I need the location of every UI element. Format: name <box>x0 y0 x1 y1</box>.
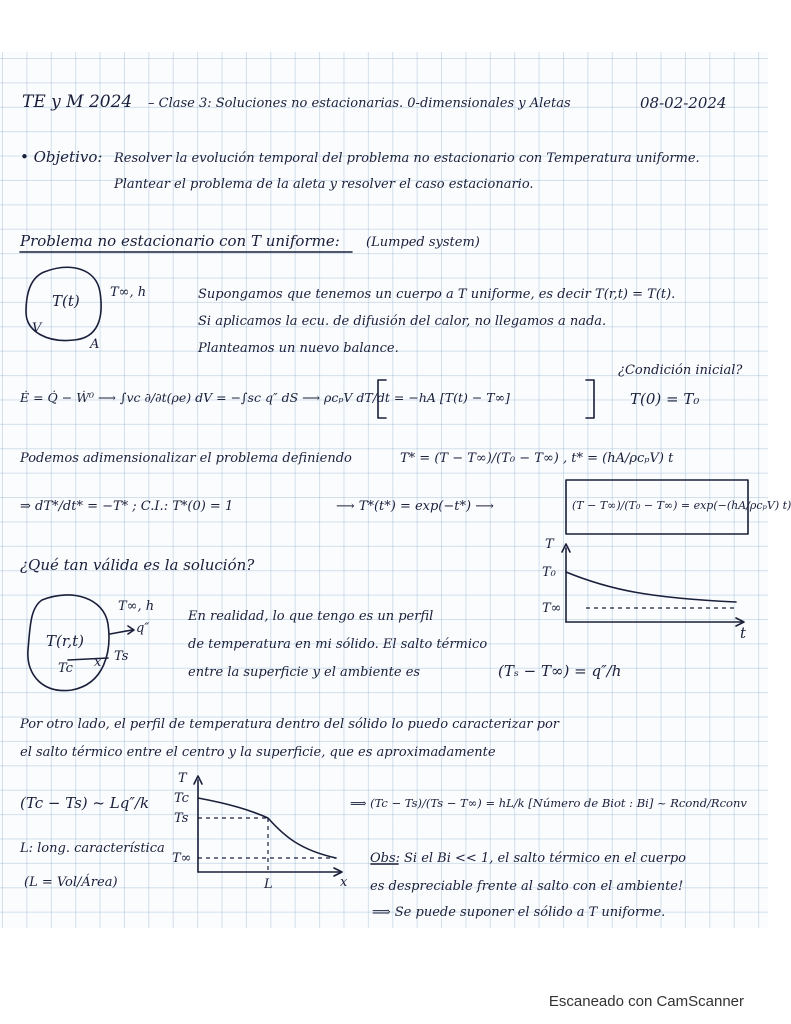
body2-tc-label: Tc <box>58 661 73 676</box>
profile-curve <box>198 798 336 858</box>
obs-line-2: es despreciable frente al salto con el ambiente! <box>370 879 684 894</box>
validity-line-1: En realidad, lo que tengo es un perfil <box>188 609 434 624</box>
profile-l-label: L <box>264 877 273 892</box>
nondim-definitions: T* = (T − T∞)/(T₀ − T∞) , t* = (hA/ρcₚV) t <box>400 451 674 466</box>
radius-line <box>68 658 108 660</box>
length-definition: L: long. característica <box>20 841 165 856</box>
decay-curve <box>566 572 736 602</box>
nondim-solution: ⟶ T*(t*) = exp(−t*) ⟶ <box>336 499 494 514</box>
decay-y0-label: T₀ <box>542 565 556 580</box>
body2-flux-label: q″ <box>136 621 150 636</box>
decay-ylabel: T <box>545 537 554 552</box>
obs-label: Obs: <box>370 851 401 866</box>
profile-xlabel: x <box>340 875 348 890</box>
body2-temp-label: T(r,t) <box>46 632 85 650</box>
course-title: TE y M 2024 <box>22 92 133 112</box>
profile-ts-label: Ts <box>174 811 189 826</box>
body2-x-label: x <box>94 655 102 670</box>
intro-line-1: Supongamos que tenemos un cuerpo a T uniforme, es decir T(r,t) = T(t). <box>198 287 676 302</box>
obs-line-3: ⟹ Se puede suponer el sólido a T uniforme. <box>372 905 666 920</box>
validity-question: ¿Qué tan válida es la solución? <box>20 556 255 574</box>
length-equation: (L = Vol/Área) <box>24 875 118 890</box>
profile-line-1: Por otro lado, el perfil de temperatura dentro del sólido lo puedo caracterizar por <box>20 717 560 732</box>
nondim-ode: ⇒ dT*/dt* = −T* ; C.I.: T*(0) = 1 <box>20 499 234 514</box>
body2-ts-label: Ts <box>114 649 129 664</box>
validity-line-3: entre la superficie y el ambiente es <box>188 665 421 680</box>
section1-note: (Lumped system) <box>366 235 480 250</box>
validity-relation: (Tₛ − T∞) = q″/h <box>498 662 622 680</box>
profile-tc-label: Tc <box>174 791 189 806</box>
decay-yinf-label: T∞ <box>542 601 562 616</box>
profile-line-2: el salto térmico entre el centro y la superficie, que es aproximadamente <box>20 745 496 760</box>
objective-label: • Objetivo: <box>20 148 103 166</box>
objective-line-1: Resolver la evolución temporal del problema no estacionario con Temperatura uniforme. <box>114 151 700 166</box>
initial-condition-question: ¿Condición inicial? <box>618 363 743 378</box>
biot-relation: ⟹ (Tc − Ts)/(Ts − T∞) = hL/k [Número de Biot : Bi] ~ Rcond/Rconv <box>350 796 747 810</box>
body-temp-label: T(t) <box>52 292 80 310</box>
body2-ambient-label: T∞, h <box>118 599 155 614</box>
validity-line-2: de temperatura en mi sólido. El salto térmico <box>188 637 488 652</box>
scanner-watermark: Escaneado con CamScanner <box>548 993 744 1010</box>
body-ambient-label: T∞, h <box>110 285 147 300</box>
profile-ylabel: T <box>178 771 187 786</box>
lesson-title: – Clase 3: Soluciones no estacionarias. 0-dimensionales y Aletas <box>148 96 571 111</box>
section1-heading: Problema no estacionario con T uniforme: <box>20 232 340 250</box>
scaling-relation: (Tc − Ts) ~ Lq″/k <box>20 794 150 812</box>
decay-xlabel: t <box>740 624 747 642</box>
profile-tinf-label: T∞ <box>172 851 192 866</box>
initial-condition: T(0) = T₀ <box>630 390 700 408</box>
objective-line-2: Plantear el problema de la aleta y resolver el caso estacionario. <box>114 177 534 192</box>
body-area-label: A <box>90 337 100 352</box>
intro-line-3: Planteamos un nuevo balance. <box>198 341 399 356</box>
boxed-solution: (T − T∞)/(T₀ − T∞) = exp(−(hA/ρcₚV) t) <box>572 499 791 512</box>
balance-equation: Ė = Q̇ − Ẇ⁰ ⟶ ∫vc ∂/∂t(ρe) dV = −∫sc q″ dS ⟶ ρcₚV dT/dt = −hA [T(t) − T∞] <box>20 390 510 405</box>
nondim-text: Podemos adimensionalizar el problema definiendo <box>20 451 352 466</box>
body-volume-label: V <box>32 321 42 336</box>
header-date: 08-02-2024 <box>640 94 727 112</box>
obs-line-1: Si el Bi << 1, el salto térmico en el cuerpo <box>404 851 686 866</box>
intro-line-2: Si aplicamos la ecu. de difusión del calor, no llegamos a nada. <box>198 314 607 329</box>
